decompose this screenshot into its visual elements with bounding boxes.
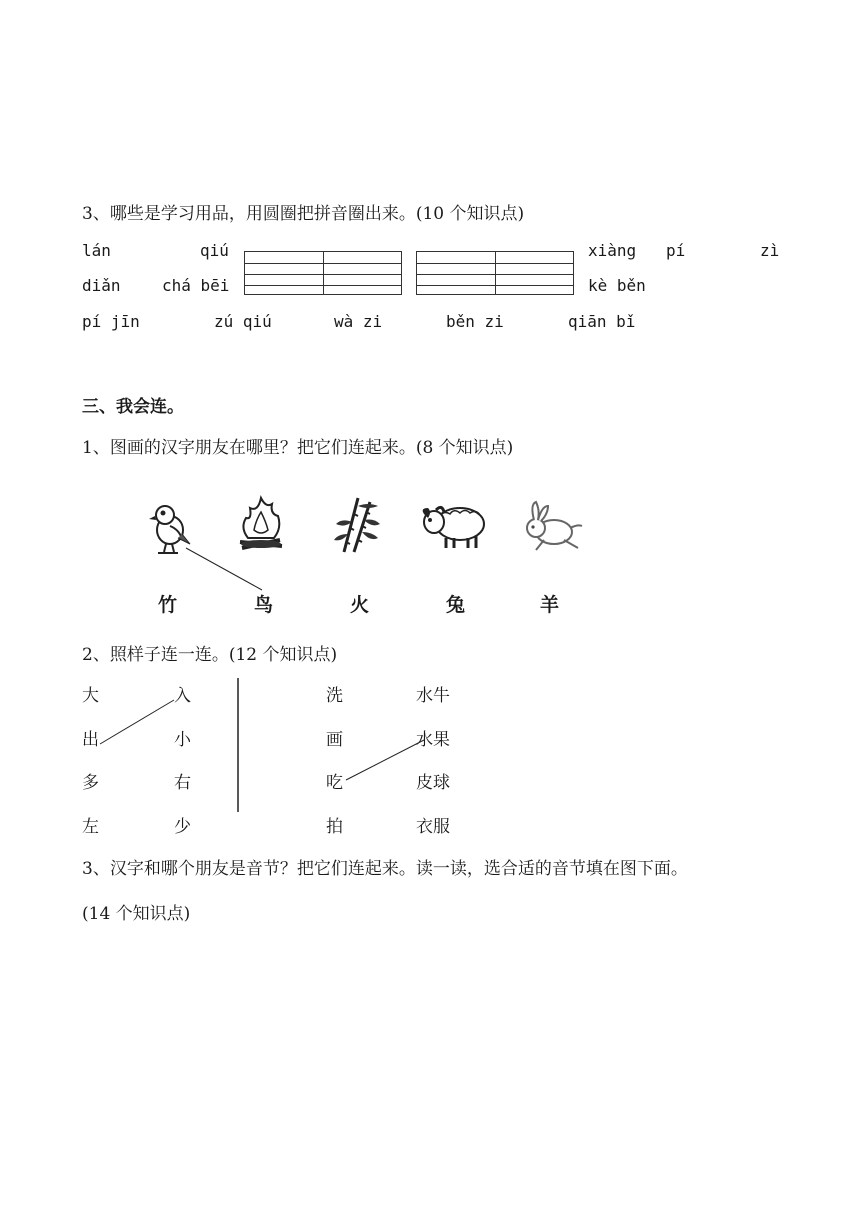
question-title-cont: (14 个知识点) <box>82 904 191 924</box>
match-right-word: 水果 <box>416 730 450 750</box>
question-title: 3、哪些是学习用品，用圆圈把拼音圈出来。(10 个知识点) <box>82 204 525 224</box>
section-heading: 三、我会连。 <box>82 397 184 417</box>
pinyin-item: zú qiú <box>214 312 272 331</box>
match-right-word: 水牛 <box>416 686 450 706</box>
question-title: 2、照样子连一连。(12 个知识点) <box>82 645 338 665</box>
match-left-char: 入 <box>174 686 191 706</box>
match-left-char: 左 <box>82 817 99 837</box>
match-left-char: 出 <box>82 730 99 750</box>
question-title: 3、汉字和哪个朋友是音节？把它们连起来。读一读，选合适的音节填在图下面。 <box>82 859 688 879</box>
pinyin-item: běn zi <box>446 312 504 331</box>
match-char: 鸟 <box>254 594 274 616</box>
match-right-char: 吃 <box>326 773 343 793</box>
match-left-char: 少 <box>174 817 191 837</box>
pinyin-item: kè běn <box>588 276 646 295</box>
pinyin-item: diǎn <box>82 276 121 295</box>
question-title: 1、图画的汉字朋友在哪里？把它们连起来。(8 个知识点) <box>82 438 514 458</box>
pinyin-item: zì <box>760 241 780 260</box>
match-right-word: 衣服 <box>416 817 450 837</box>
pinyin-item: wà zi <box>334 312 383 331</box>
match-left-char: 小 <box>174 730 191 750</box>
pinyin-item: pí <box>666 241 686 260</box>
pinyin-item: xiàng <box>588 241 637 260</box>
match-right-char: 画 <box>326 730 343 750</box>
match-right-char: 洗 <box>326 686 343 706</box>
match-left-char: 右 <box>174 773 191 793</box>
pinyin-item: qiú <box>200 241 229 260</box>
match-char: 羊 <box>540 594 560 616</box>
pinyin-item: pí jīn <box>82 312 140 331</box>
match-char: 竹 <box>158 594 178 616</box>
match-left-char: 多 <box>82 773 99 793</box>
pinyin-item: lán <box>82 241 111 260</box>
match-char: 兔 <box>446 594 466 616</box>
match-char: 火 <box>350 594 370 616</box>
pinyin-item: qiān bǐ <box>568 312 636 331</box>
match-left-char: 大 <box>82 686 99 706</box>
match-right-char: 拍 <box>326 817 343 837</box>
pinyin-item: chá bēi <box>162 276 230 295</box>
match-right-word: 皮球 <box>416 773 450 793</box>
